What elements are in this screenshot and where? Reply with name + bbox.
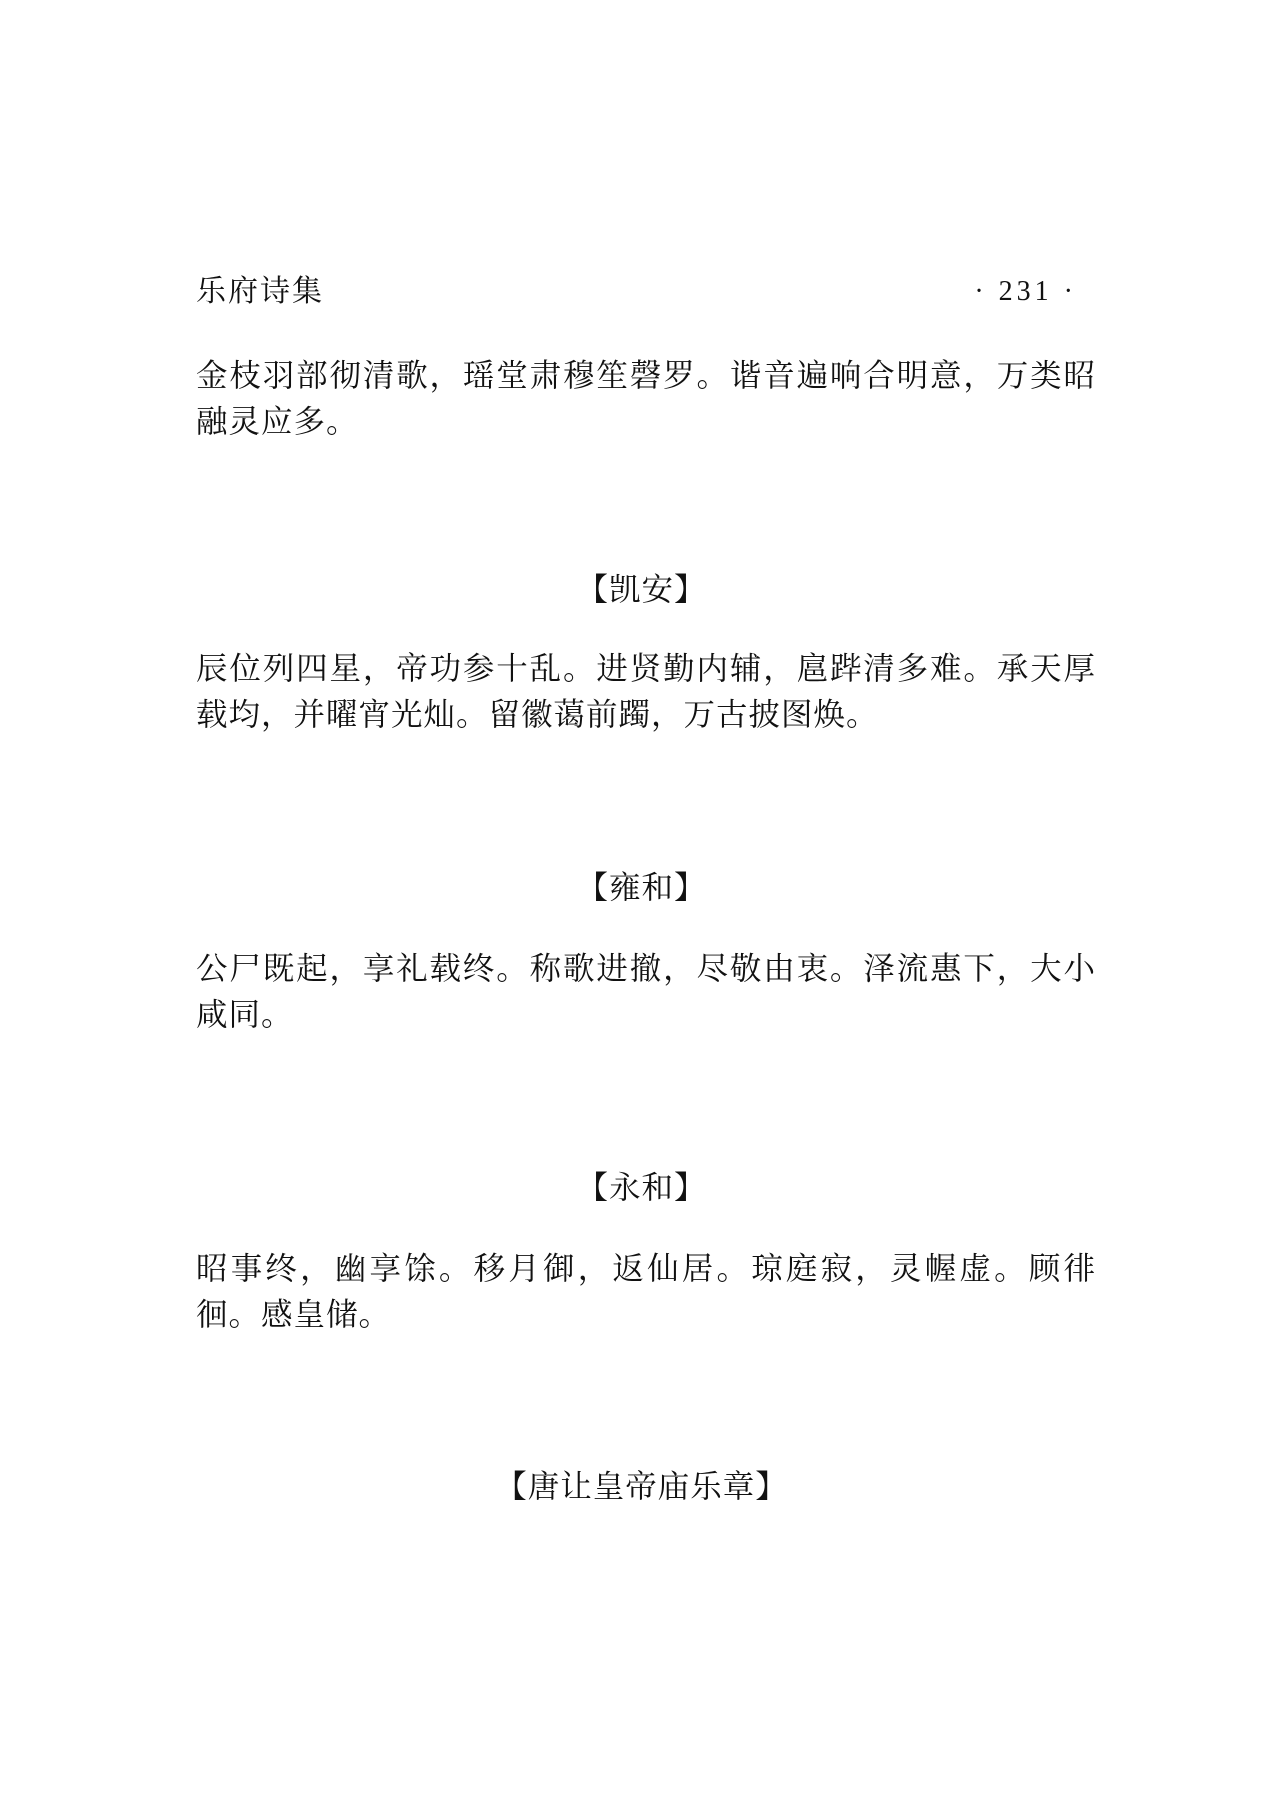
book-title: 乐府诗集 [196, 274, 324, 309]
section-text-yonghe-2: 昭事终，幽享馀。移月御，返仙居。琼庭寂，灵幄虚。顾徘徊。感皇储。 [196, 1251, 1096, 1333]
running-header [196, 272, 1087, 312]
section-heading-yonghe: 【雍和】 [576, 870, 707, 906]
intro-poem-paragraph: 金枝羽部彻清歌，瑶堂肃穆笙磬罗。谐音遍响合明意，万类昭融灵应多。 [196, 358, 1096, 440]
section-heading-kaian: 【凯安】 [576, 572, 707, 608]
page-number: · 231 · [974, 276, 1077, 307]
section-text-kaian: 辰位列四星，帝功参十乱。进贤勤内辅，扈跸清多难。承天厚载均，并曜宵光灿。留徽蔼前躅，万古披图焕。 [196, 651, 1096, 733]
section-heading-rangdi-temple-music: 【唐让皇帝庙乐章】 [495, 1469, 788, 1505]
section-heading-yonghe-2: 【永和】 [576, 1170, 707, 1206]
section-text-yonghe: 公尸既起，享礼载终。称歌进撤，尽敬由衷。泽流惠下，大小咸同。 [196, 951, 1096, 1033]
